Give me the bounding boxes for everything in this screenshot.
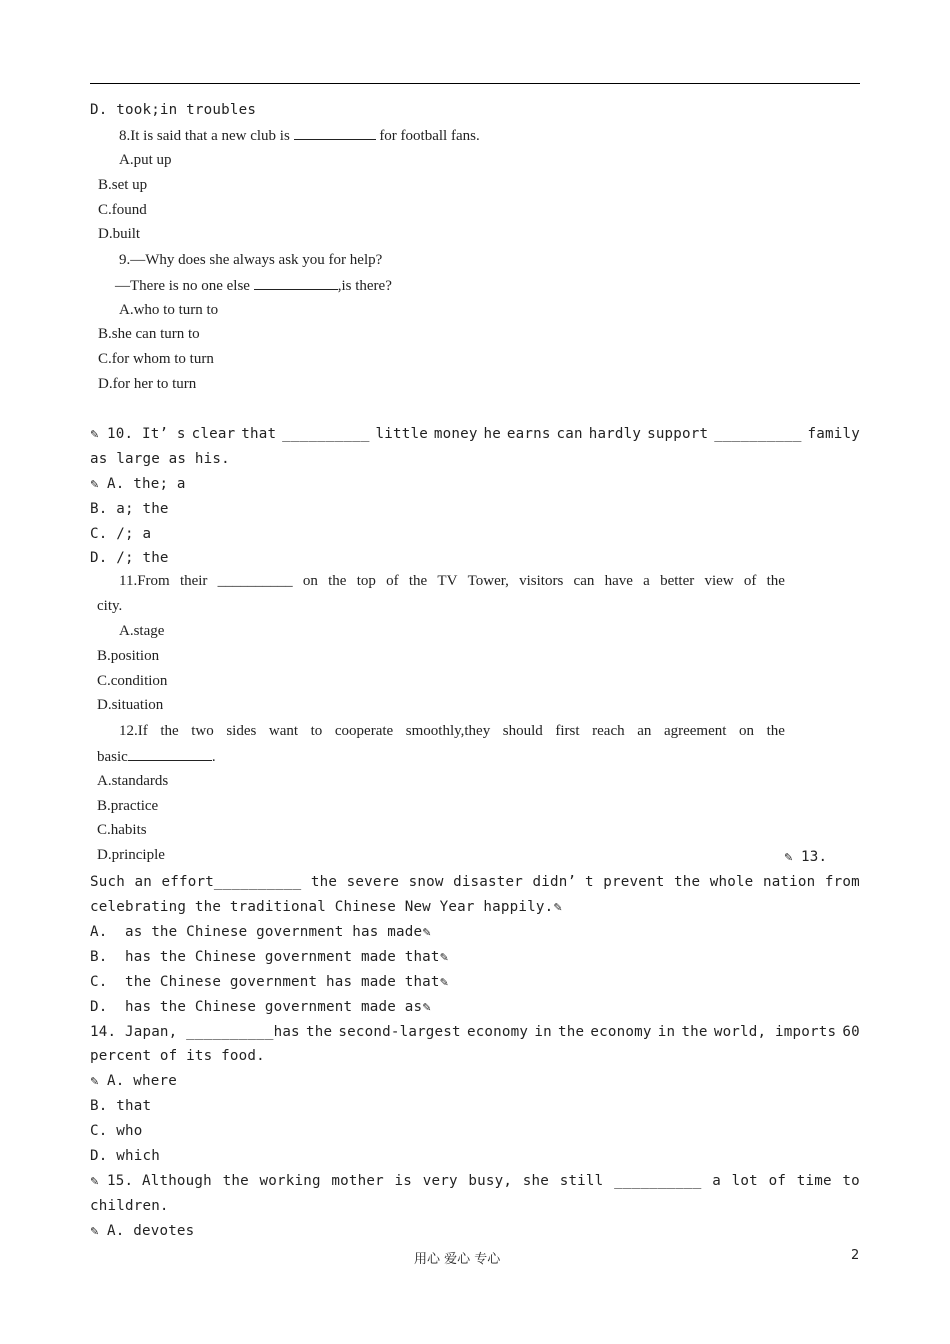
stem-word: want [268, 723, 299, 739]
q14-option-b: B. that [90, 1098, 152, 1114]
q13-stem [90, 872, 860, 892]
stem-word: should [502, 723, 543, 739]
stem-word: to [310, 723, 323, 739]
stem-word: a [643, 573, 650, 589]
stem-word: the [673, 874, 701, 890]
q12-option-a: A.standards [97, 773, 169, 789]
q15-stem-cont: children. [90, 1198, 169, 1214]
q11-stem [119, 571, 785, 591]
stem-word: view [704, 573, 734, 589]
stem-word: very [422, 1173, 458, 1189]
q10-option-c: C. /; a [90, 526, 152, 542]
q13-option-b: B. has the Chinese government made that✎ [90, 947, 457, 968]
answer-blank [128, 746, 212, 761]
pen-mark-icon: ✎ [439, 951, 450, 964]
stem-word: the [160, 723, 179, 739]
q14-stem [90, 1022, 860, 1042]
stem-word: of [743, 573, 757, 589]
stem-word: the [222, 1173, 249, 1189]
q12-option-d: D.principle [97, 847, 165, 863]
stem-word: an [637, 723, 652, 739]
q15-option-a: ✎ A. devotes [90, 1221, 194, 1242]
q11-option-b: B.position [97, 648, 160, 664]
q12-option-c: C.habits [97, 822, 147, 838]
stem-word: 12.If [119, 723, 148, 739]
pen-mark-icon: ✎ [90, 478, 100, 491]
stem-word: economy [466, 1024, 529, 1040]
stem-word: their [179, 573, 208, 589]
answer-blank [294, 125, 376, 140]
stem-word: Such [90, 874, 125, 890]
q10-option-d: D. /; the [90, 550, 169, 566]
stem-word: agreement [663, 723, 727, 739]
q13-option-a: A. as the Chinese government has made✎ [90, 922, 439, 943]
q7-option-d: D. took;in troubles [90, 102, 257, 118]
pen-mark-icon: ✎ [422, 1001, 432, 1014]
q14-option-a: ✎ A. where [90, 1071, 177, 1092]
q12-stem [119, 721, 785, 741]
stem-word: hardly [588, 426, 642, 442]
stem-word: smoothly,they [405, 723, 491, 739]
pen-mark-icon: ✎ [553, 901, 563, 914]
q8-option-b: B.set up [98, 177, 148, 193]
q11-stem-cont: city. [97, 598, 123, 614]
stem-word: effort__________ [161, 874, 302, 890]
stem-word: the [766, 723, 785, 739]
stem-word: a [712, 1173, 721, 1189]
q13-option-c: C. the Chinese government has made that✎ [90, 972, 457, 993]
stem-word: of [768, 1173, 787, 1189]
stem-word: prevent [603, 874, 665, 890]
q11-option-a: A.stage [119, 623, 165, 639]
q8-option-d: D.built [98, 226, 141, 242]
stem-word: of [386, 573, 399, 589]
stem-word: economy [590, 1024, 652, 1040]
pen-mark-icon: ✎ [90, 1225, 100, 1238]
q9-option-c: C.for whom to turn [98, 351, 214, 367]
stem-word: on [302, 573, 318, 589]
stem-word: in [534, 1024, 552, 1040]
stem-word: busy, [468, 1173, 513, 1189]
stem-word: the [557, 1024, 585, 1040]
stem-word: she [522, 1173, 550, 1189]
stem-word: the [310, 874, 338, 890]
q14-option-d: D. which [90, 1148, 160, 1164]
page-number: 2 [851, 1248, 860, 1263]
stem-word: working [259, 1173, 321, 1189]
q9-option-a: A.who to turn to [119, 302, 219, 318]
stem-word: money [433, 426, 478, 442]
q15-stem [90, 1171, 860, 1192]
stem-word: first [555, 723, 580, 739]
q8-option-c: C.found [98, 202, 147, 218]
stem-word: snow [408, 874, 444, 890]
q8-stem: 8.It is said that a new club is for football fans. [119, 125, 480, 146]
stem-word: second-largest [338, 1024, 461, 1040]
q13-number: ✎ 13. [784, 847, 827, 868]
stem-word: to [842, 1173, 860, 1189]
stem-word: two [191, 723, 214, 739]
stem-word: visitors [519, 573, 564, 589]
stem-word: the [328, 573, 347, 589]
stem-word: can [556, 426, 583, 442]
footer-motto: 用心 爱心 专心 [414, 1252, 501, 1267]
stem-word: an [134, 874, 152, 890]
stem-word: ✎ 10. It’ s [90, 424, 186, 445]
stem-word: little [375, 426, 428, 442]
stem-word: still [559, 1173, 604, 1189]
q10-stem-cont: as large as his. [90, 451, 230, 467]
pen-mark-icon: ✎ [90, 1175, 100, 1188]
q9-option-b: B.she can turn to [98, 326, 200, 342]
pen-mark-icon: ✎ [439, 976, 450, 989]
stem-word: family [807, 426, 860, 442]
q8-option-a: A.put up [119, 152, 172, 168]
stem-word: have [604, 573, 633, 589]
stem-word: top [356, 573, 376, 589]
stem-word: ✎ 15. Although [90, 1171, 212, 1192]
stem-word: better [660, 573, 695, 589]
pen-mark-icon: ✎ [90, 1075, 100, 1088]
stem-word: nation [762, 874, 816, 890]
stem-word: in [657, 1024, 676, 1040]
stem-word: the [766, 573, 785, 589]
q13-stem-cont: celebrating the traditional Chinese New Year happily.✎ [90, 897, 570, 918]
answer-blank [254, 275, 338, 290]
stem-word: didn’ t [532, 874, 594, 890]
stem-word: sides [226, 723, 257, 739]
stem-word: the [681, 1024, 708, 1040]
stem-word: 11.From [119, 573, 170, 589]
stem-word: support [647, 426, 709, 442]
q10-option-a: ✎ A. the; a [90, 474, 186, 495]
q10-option-b: B. a; the [90, 501, 169, 517]
stem-word: __________ [714, 426, 802, 442]
stem-word: time [796, 1173, 832, 1189]
header-rule [90, 83, 860, 84]
stem-word: whole [709, 874, 754, 890]
stem-word: __________ [614, 1173, 702, 1189]
stem-word: disaster [453, 874, 524, 890]
q13-option-d: D. has the Chinese government made as✎ [90, 997, 439, 1018]
stem-word: __________ [217, 573, 293, 589]
stem-word: __________ [282, 426, 370, 442]
q10-stem [90, 424, 860, 445]
stem-word: he [483, 426, 501, 442]
stem-word: TV [437, 573, 458, 589]
pen-mark-icon: ✎ [784, 851, 794, 864]
stem-word: earns [506, 426, 551, 442]
stem-word: from [824, 874, 860, 890]
stem-word: mother [331, 1173, 384, 1189]
q14-option-c: C. who [90, 1123, 143, 1139]
stem-word: the [305, 1024, 333, 1040]
stem-word: reach [592, 723, 625, 739]
stem-word: 14. Japan, __________has [90, 1024, 300, 1040]
q12-stem-cont: basic . [97, 746, 216, 767]
q11-option-d: D.situation [97, 697, 164, 713]
q9-line1: 9.—Why does she always ask you for help? [119, 252, 383, 268]
q9-line2: —There is no one else ,is there? [115, 275, 392, 296]
stem-word: world, imports [713, 1024, 837, 1040]
stem-word: severe [346, 874, 400, 890]
stem-word: that [241, 426, 277, 442]
stem-word: cooperate [334, 723, 394, 739]
q12-option-b: B.practice [97, 798, 159, 814]
pen-mark-icon: ✎ [422, 926, 432, 939]
q11-option-c: C.condition [97, 673, 168, 689]
stem-word: on [738, 723, 754, 739]
stem-word: clear [191, 426, 236, 442]
q9-option-d: D.for her to turn [98, 376, 197, 392]
q14-stem-cont: percent of its food. [90, 1048, 265, 1064]
stem-word: Tower, [467, 573, 509, 589]
stem-word: can [573, 573, 595, 589]
stem-word: is [394, 1173, 413, 1189]
stem-word: lot [731, 1173, 758, 1189]
pen-mark-icon: ✎ [90, 428, 100, 441]
stem-word: 60 [842, 1024, 860, 1040]
stem-word: the [408, 573, 428, 589]
